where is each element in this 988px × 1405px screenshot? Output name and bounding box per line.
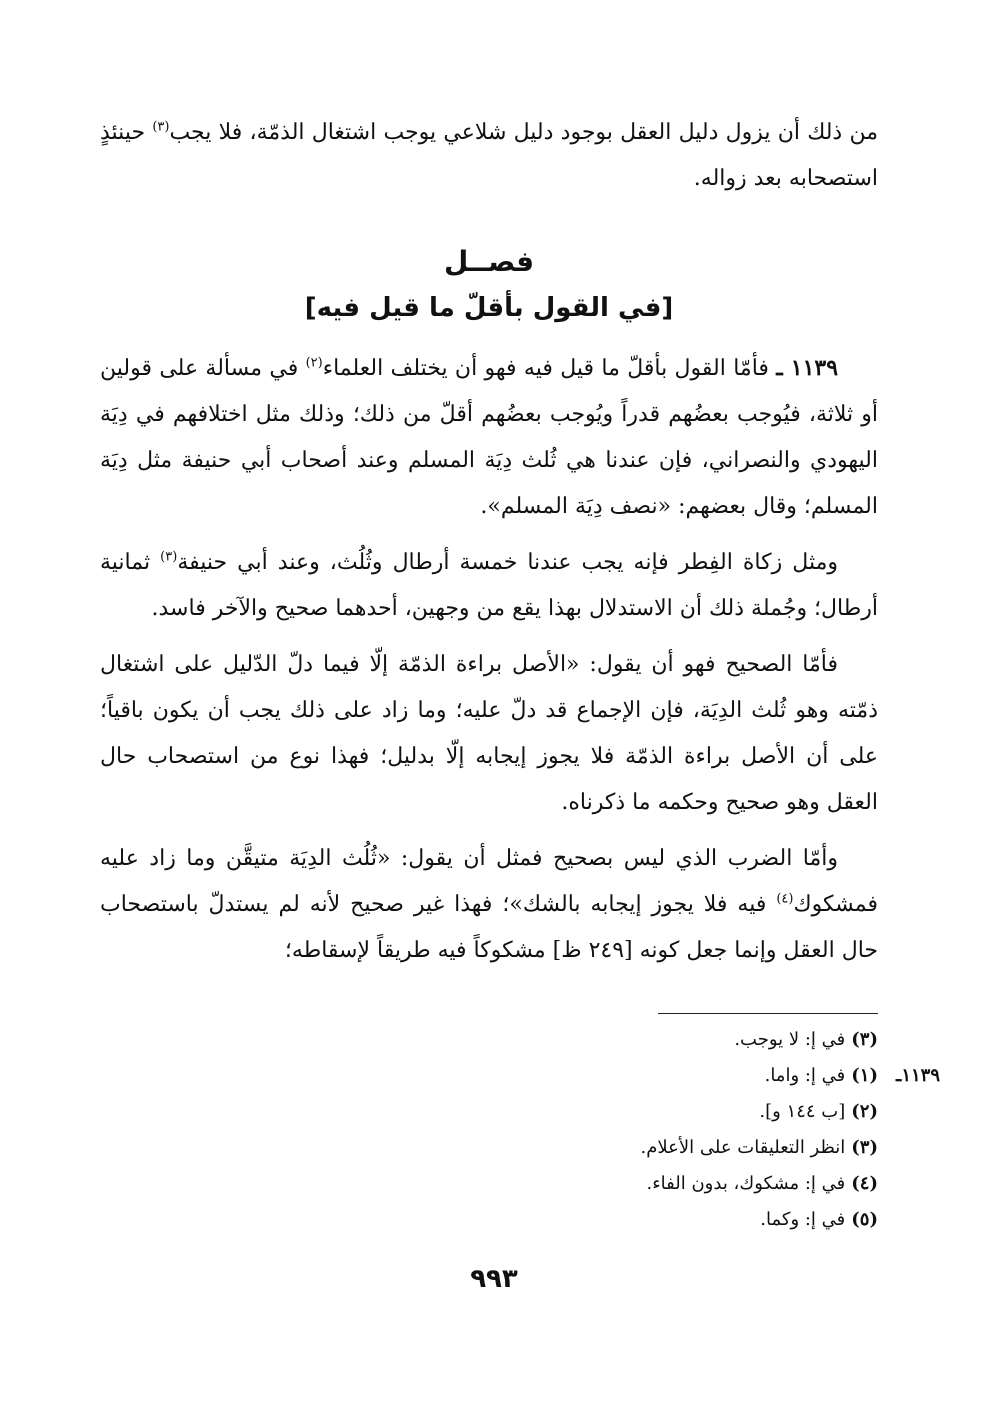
footnote-item — [300, 1166, 878, 1202]
footnote-mark: (٢) — [851, 1101, 878, 1122]
intro-text: من ذلك أن يزول دليل العقل بوجود دليل شلاعي يوجب اشتغال الذمّة، فلا يجب — [169, 120, 878, 145]
paragraph-3 — [100, 642, 878, 826]
footnote-divider — [658, 1013, 878, 1014]
paragraph-number: ١١٣٩ ـ — [776, 355, 839, 381]
footnotes — [300, 1022, 940, 1238]
footnote-item — [300, 1130, 878, 1166]
footnote-ref: (٢) — [305, 355, 323, 371]
paragraph-2-text-a: ومثل زكاة الفِطر فإنه يجب عندنا خمسة أرطال وثُلُث، وعند أبي حنيفة — [177, 550, 838, 575]
footnote-item — [300, 1058, 940, 1094]
footnote-text: في إ: واما. — [764, 1065, 846, 1086]
paragraph-3-text: فأمّا الصحيح فهو أن يقول: «الأصل براءة الذمّة إلّا فيما دلّ الدّليل على اشتغال ذمّته وهو ثُلث الدِيَة، فإن الإجماع قد دلّ عليه؛ وما زاد على ذلك يجب أن يكون باقياً؛ على أن الأصل براءة الذمّة فلا يجوز إيجابه إلّا بدليل؛ فهذا نوع من استصحاب حال العقل وهو صحيح وحكمه ما ذكرناه. — [100, 652, 878, 815]
footnote-text: في إ: مشكوك، بدون الفاء. — [646, 1173, 846, 1194]
paragraph-4 — [100, 836, 878, 974]
intro-paragraph — [100, 110, 878, 202]
footnote-mark: (١) — [851, 1065, 878, 1086]
footnote-ref: (٣) — [160, 549, 178, 565]
footnote-text: في إ: لا يوجب. — [734, 1029, 846, 1050]
footnote-mark: (٥) — [851, 1209, 878, 1230]
paragraph-1-text-a: فأمّا القول بأقلّ ما قيل فيه فهو أن يختلف العلماء — [322, 356, 769, 381]
footnote-item — [300, 1022, 878, 1058]
footnote-ref: (٣) — [152, 119, 170, 135]
intro-text-continued: حينئذٍ استصحابه بعد زواله. — [100, 120, 878, 191]
footnote-paragraph-number: ١١٣٩ـ — [896, 1065, 940, 1086]
section-title: فصــل — [443, 245, 535, 278]
section-subtitle: [في القول بأقلّ ما قيل فيه] — [304, 293, 674, 323]
page-number: ٩٩٣ — [470, 1264, 518, 1294]
footnote-text: انظر التعليقات على الأعلام. — [640, 1137, 846, 1158]
footnote-ref: (٤) — [776, 891, 794, 907]
paragraph-1 — [100, 345, 878, 530]
footnote-text: [ب ١٤٤ و]. — [759, 1101, 846, 1122]
paragraph-1-text-b: في مسألة على قولين أو ثلاثة، فيُوجب بعضُهم قدراً ويُوجب بعضُهم أقلّ من ذلك؛ وذلك مثل اختلافهم في دِيَة اليهودي والنصراني، فإن عندنا هي ثُلث دِيَة المسلم وعند أصحاب أبي حنيفة مثل دِيَة المسلم؛ وقال بعضهم: «نصف دِيَة المسلم». — [100, 356, 878, 519]
footnote-mark: (٣) — [851, 1029, 878, 1050]
body-text — [100, 345, 878, 984]
paragraph-2 — [100, 540, 878, 632]
footnote-mark: (٤) — [851, 1173, 878, 1194]
footnote-item — [300, 1094, 878, 1130]
paragraph-4-text-a: وأمّا الضرب الذي ليس بصحيح فمثل أن يقول: «ثُلُث الدِيَة متيقَّن وما زاد عليه فمشكوك — [100, 846, 878, 917]
footnote-mark: (٣) — [851, 1137, 878, 1158]
footnote-text: في إ: وكما. — [760, 1209, 846, 1230]
footnote-item — [300, 1202, 878, 1238]
paragraph-2-text-b: ثمانية أرطال؛ وجُملة ذلك أن الاستدلال بهذا يقع من وجهين، أحدهما صحيح والآخر فاسد. — [100, 550, 878, 621]
paragraph-4-text-b: فيه فلا يجوز إيجابه بالشك»؛ فهذا غير صحيح لأنه لم يستدلّ باستصحاب حال العقل وإنما جعل كونه [٢٤٩ ظ] مشكوكاً فيه طريقاً لإسقاطه؛ — [100, 892, 878, 963]
